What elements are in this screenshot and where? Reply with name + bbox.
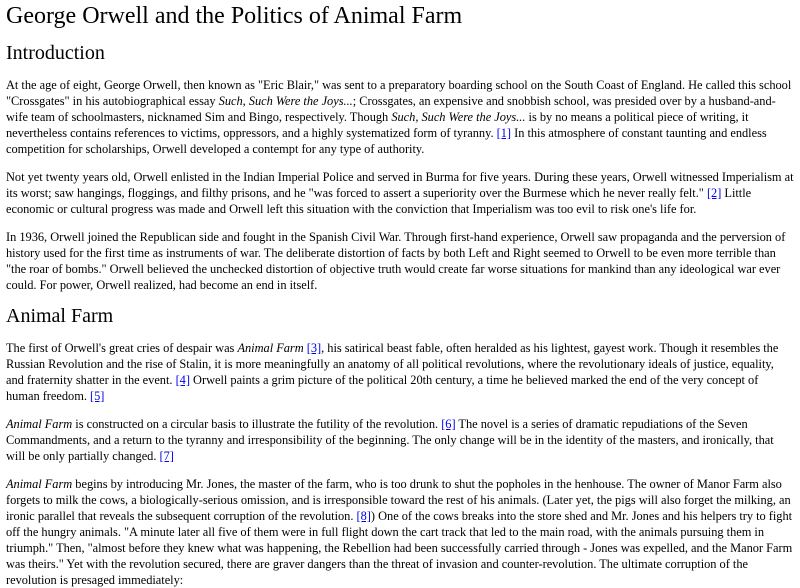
document [0, 2, 800, 588]
footnote-link-5[interactable]: [5] [90, 389, 105, 403]
book-title: Animal Farm [237, 341, 304, 355]
footnote-link-2[interactable]: [2] [706, 186, 722, 200]
text: ) One of the cows breaks into the store shed and Mr. Jones and his helpers try to fight off the hungry animals. "A minute later all five of them were in full flight down the cart track that led to the main road, with the animals pursuing them in triumph." Then, "almost before they knew what was happening, the Rebellion had been successfully carried through - Jones was expelled, and the Manor Farm was theirs." Yet with the revolution secured, there are graver dangers than the threat of invasion and counter-revolution. The ultimate corruption of the revolution is presaged immediately: [6, 509, 793, 587]
book-title: Animal Farm [6, 417, 73, 431]
text: Not yet twenty years old, Orwell enlisted in the Indian Imperial Police and served in Burma for five years. During these years, Orwell witnessed Imperialism at its worst; saw hangings, floggings, and filthy prisons, and he "was forced to assert a superiority over the Burmese which he never really felt." [6, 170, 794, 200]
animal-farm-paragraph-1 [6, 340, 794, 404]
text: The first of Orwell's great cries of despair was [6, 341, 238, 355]
text: , his satirical beast fable, often heralded as his lightest, gayest work. Though it resembles the Russian Revolution and the rise of Stalin, it is more meaningfully an anatomy of all political revolutions, where the revolutionary ideals of justice, equality, and fraternity shatter in the event. [6, 341, 779, 387]
text: At the age of eight, George Orwell, then known as "Eric Blair," was sent to a preparatory boarding school on the South Coast of England. He called this school "Crossgates" in his autobiographical essay [6, 78, 792, 108]
essay-title: Such, Such Were the Joys... [218, 94, 353, 108]
book-title: Animal Farm [6, 477, 73, 491]
text: In this atmosphere of constant taunting and endless competition for scholarships, Orwell developed a contempt for any type of authority. [6, 126, 767, 156]
text: ; Crossgates, an expensive and snobbish school, was presided over by a husband-and-wife team of schoolmasters, nicknamed Sim and Bingo, respectively. Though [6, 94, 776, 124]
footnote-link-3[interactable]: [3] [306, 341, 322, 355]
section-heading-introduction: Introduction [6, 42, 105, 64]
footnote-link-4[interactable]: [4] [175, 373, 190, 387]
animal-farm-paragraph-2 [6, 416, 794, 464]
text: The novel is a series of dramatic repudiations of the Seven Commandments, and a return to the tyranny and irresponsibility of the beginning. The only change will be in the identity of the masters, and ironically, that will be only partially changed. [6, 417, 774, 463]
intro-paragraph-1 [6, 77, 794, 157]
text: begins by introducing Mr. Jones, the master of the farm, who is too drunk to shut the popholes in the henhouse. The owner of Manor Farm also forgets to milk the cows, a biologically-serious omission, and is irresponsible toward the rest of his animals. (Later yet, the pigs will also forget the milking, an ironic parallel that reveals the subsequent corruption of the revolution. [6, 477, 791, 523]
page-title: George Orwell and the Politics of Animal Farm [6, 3, 463, 29]
footnote-link-8[interactable]: [8] [356, 509, 371, 523]
text: is constructed on a circular basis to illustrate the futility of the revolution. [72, 417, 442, 431]
footnote-link-6[interactable]: [6] [441, 417, 456, 431]
footnote-link-1[interactable]: [1] [496, 126, 512, 140]
animal-farm-paragraph-3 [6, 476, 794, 588]
section-heading-animal-farm: Animal Farm [6, 305, 114, 327]
text: Orwell paints a grim picture of the political 20th century, a time he believed marked the end of the very concept of human freedom. [6, 373, 759, 403]
intro-paragraph-3 [6, 229, 794, 293]
essay-title: Such, Such Were the Joys... [391, 110, 526, 124]
footnote-link-7[interactable]: [7] [159, 449, 174, 463]
intro-paragraph-2 [6, 169, 794, 217]
text: Little economic or cultural progress was made and Orwell left this situation with the conviction that Imperialism was too evil to risk one's life for. [6, 186, 752, 216]
text: is by no means a political piece of writing, it nevertheless contains references to victims, oppressors, and a highly systematized form of tyranny. [6, 110, 749, 140]
text: In 1936, Orwell joined the Republican side and fought in the Spanish Civil War. Through first-hand experience, Orwell saw propaganda and the perversion of history used for the first time as instruments of war. The deliberate distortion of facts by both Left and Right seemed to Orwell to be even more terrible than "the roar of bombs." Orwell believed the unchecked distortion of objective truth would create far worse situations for mankind than any ideological war ever could. For power, Orwell realized, had become an end in itself. [6, 230, 786, 292]
